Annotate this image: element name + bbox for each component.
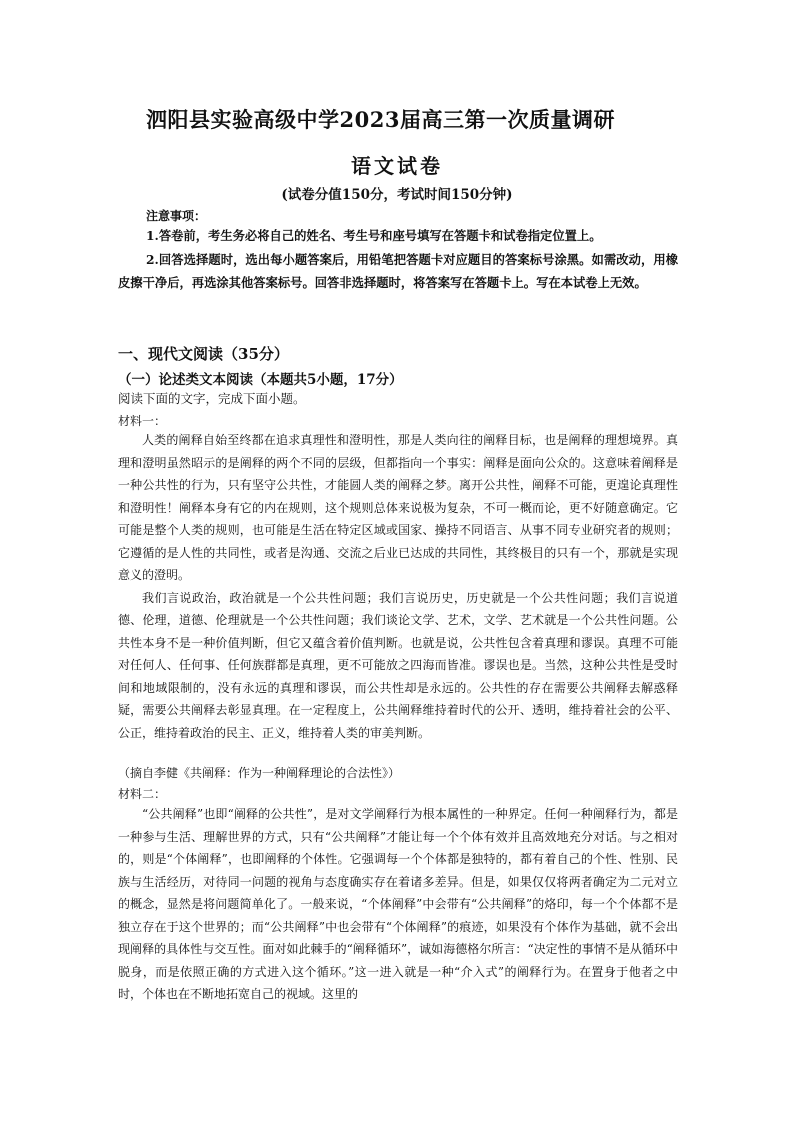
notes-heading: 注意事项： — [146, 209, 207, 223]
exam-title: 泗阳县实验高级中学2023届高三第一次质量调研 — [146, 107, 615, 132]
subsection-heading: （一）论述类文本阅读（本题共5小题，17分） — [118, 372, 403, 388]
instruction-text: 阅读下面的文字，完成下面小题。 — [118, 391, 306, 406]
section-heading: 一、现代文阅读（35分） — [118, 345, 289, 363]
material2-body — [118, 803, 678, 1006]
material2-paragraph: “公共阐释”也即“阐释的公共性”，是对文学阐释行为根本属性的一种界定。任何一种阐释行为，都是一种参与生活、理解世界的方式，只有“公共阐释”才能让每一个个体有效并且高效地充分对话。与之相对的，则是“个体阐释”，也即阐释的个体性。它强调每一个个体都是独特的，都有着自己的个性、性别、民族与生活经历，对待同一问题的视角与态度确实存在着诸多差异。但是，如果仅仅将两者确定为二元对立的概念，显然是将问题简单化了。一般来说，“个体阐释”中会带有“公共阐释”的烙印，每一个个体都不是独立存在于这个世界的；而“公共阐释”中也会带有“个体阐释”的痕迹，如果没有个体作为基础，就不会出现阐释的具体性与交互性。面对如此棘手的“阐释循环”，诚如海德格尔所言：“决定性的事情不是从循环中脱身，而是依照正确的方式进入这个循环。”这一进入就是一种“介入式”的阐释行为。在置身于他者之中时，个体也在不断地拓宽自己的视域。这里的 — [118, 807, 678, 1001]
material1-label: 材料一： — [118, 414, 167, 428]
material1-source: （摘自李健《共阐释：作为一种阐释理论的合法性》） — [118, 766, 401, 780]
exam-subtitle: 语文试卷 — [351, 154, 443, 178]
note-item-1: 1.答卷前，考生务必将自己的姓名、考生号和座号填写在答题卡和试卷指定位置上。 — [146, 228, 602, 243]
notes-block — [118, 224, 678, 295]
material1-paragraph: 我们言说政治，政治就是一个公共性问题；我们言说历史，历史就是一个公共性问题；我们言说道德、伦理，道德、伦理就是一个公共性问题；我们谈论文学、艺术，文学、艺术就是一个公共性问题。公共性本身不是一种价值判断，但它又蕴含着价值判断。也就是说，公共性包含着真理和谬误。真理不可能对任何人、任何事、任何族群都是真理，更不可能放之四海而皆准。谬误也是。当然，这种公共性是受时间和地域限制的，没有永远的真理和谬误，而公共性却是永远的。公共性的存在需要公共阐释去解惑释疑，需要公共阐释去彰显真理。在一定程度上，公共阐释维持着时代的公开、透明，维持着社会的公平、公正，维持着政治的民主、正义，维持着人类的审美判断。 — [118, 590, 678, 740]
material2-label: 材料二： — [118, 787, 167, 801]
score-info: (试卷分值150分，考试时间150分钟) — [281, 187, 513, 203]
material1-paragraph: 人类的阐释自始至终都在追求真理性和澄明性，那是人类向往的阐释目标，也是阐释的理想境界。真理和澄明虽然昭示的是阐释的两个不同的层级，但都指向一个事实：阐释是面向公众的。这意味着阐释是一种公共性的行为，只有坚守公共性，才能圆人类的阐释之梦。离开公共性，阐释不可能，更遑论真理性和澄明性！阐释本身有它的内在规则，这个规则总体来说极为复杂，不可一概而论，更不好随意确定。它可能是整个人类的规则，也可能是生活在特定区域或国家、操持不同语言、从事不同专业研究者的规则；它遵循的是人性的共同性，或者是沟通、交流之后业已达成的共同性，其终极目的只有一个，那就是实现意义的澄明。 — [118, 433, 678, 582]
material1-body — [118, 429, 678, 744]
note-item-2: 2.回答选择题时，选出每小题答案后，用铅笔把答题卡对应题目的答案标号涂黑。如需改动，用橡皮擦干净后，再选涂其他答案标号。回答非选择题时，将答案写在答题卡上。写在本试卷上无效。 — [118, 251, 678, 290]
